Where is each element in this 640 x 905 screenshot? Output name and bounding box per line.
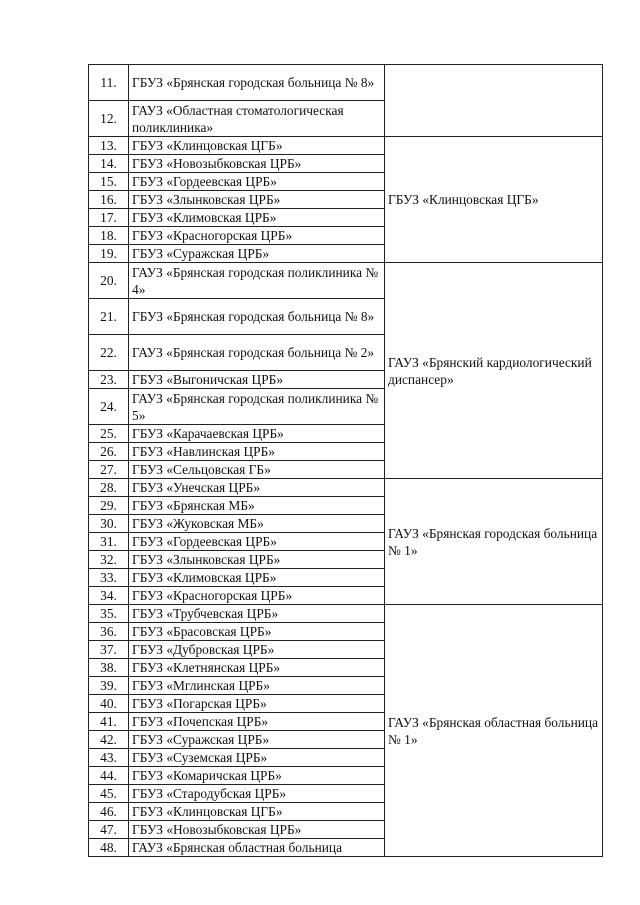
organization-name: ГБУЗ «Клетнянская ЦРБ» [129,659,385,677]
organization-name: ГБУЗ «Климовская ЦРБ» [129,569,385,587]
row-number: 40. [89,695,129,713]
organization-name: ГБУЗ «Брасовская ЦРБ» [129,623,385,641]
row-number: 19. [89,245,129,263]
row-number: 17. [89,209,129,227]
organization-name: ГБУЗ «Суражская ЦРБ» [129,245,385,263]
row-number: 48. [89,839,129,857]
organization-name: ГАУЗ «Брянская областная больница [129,839,385,857]
organization-name: ГБУЗ «Комаричская ЦРБ» [129,767,385,785]
organization-name: ГБУЗ «Выгоничская ЦРБ» [129,371,385,389]
organization-name: ГБУЗ «Брянская городская больница № 8» [129,65,385,101]
row-number: 12. [89,101,129,137]
row-number: 34. [89,587,129,605]
row-number: 39. [89,677,129,695]
referral-center: ГБУЗ «Клинцовская ЦГБ» [385,137,603,263]
row-number: 14. [89,155,129,173]
organization-name: ГБУЗ «Стародубская ЦРБ» [129,785,385,803]
row-number: 16. [89,191,129,209]
organization-name: ГБУЗ «Жуковская МБ» [129,515,385,533]
row-number: 43. [89,749,129,767]
row-number: 45. [89,785,129,803]
row-number: 46. [89,803,129,821]
organization-name: ГБУЗ «Унечская ЦРБ» [129,479,385,497]
row-number: 15. [89,173,129,191]
row-number: 20. [89,263,129,299]
row-number: 27. [89,461,129,479]
organization-name: ГБУЗ «Новозыбковская ЦРБ» [129,155,385,173]
row-number: 29. [89,497,129,515]
organization-name: ГБУЗ «Навлинская ЦРБ» [129,443,385,461]
organization-name: ГБУЗ «Брянская МБ» [129,497,385,515]
organization-name: ГБУЗ «Суражская ЦРБ» [129,731,385,749]
organization-name: ГАУЗ «Брянская городская поликлиника № 5» [129,389,385,425]
row-number: 11. [89,65,129,101]
organization-name: ГБУЗ «Гордеевская ЦРБ» [129,533,385,551]
organization-name: ГБУЗ «Климовская ЦРБ» [129,209,385,227]
row-number: 18. [89,227,129,245]
row-number: 36. [89,623,129,641]
row-number: 21. [89,299,129,335]
organization-name: ГБУЗ «Суземская ЦРБ» [129,749,385,767]
referral-center [385,65,603,137]
row-number: 23. [89,371,129,389]
row-number: 42. [89,731,129,749]
organization-name: ГБУЗ «Клинцовская ЦГБ» [129,803,385,821]
routing-table [88,64,603,857]
organization-name: ГБУЗ «Красногорская ЦРБ» [129,587,385,605]
row-number: 32. [89,551,129,569]
organization-name: ГБУЗ «Злынковская ЦРБ» [129,191,385,209]
organization-name: ГБУЗ «Дубровская ЦРБ» [129,641,385,659]
table-row [89,263,603,299]
row-number: 47. [89,821,129,839]
table-row [89,605,603,623]
row-number: 22. [89,335,129,371]
referral-center: ГАУЗ «Брянская городская больница № 1» [385,479,603,605]
organization-name: ГБУЗ «Мглинская ЦРБ» [129,677,385,695]
organization-name: ГБУЗ «Новозыбковская ЦРБ» [129,821,385,839]
organization-name: ГАУЗ «Областная стоматологическая поликлиника» [129,101,385,137]
organization-name: ГАУЗ «Брянская городская поликлиника № 4» [129,263,385,299]
row-number: 31. [89,533,129,551]
organization-name: ГБУЗ «Злынковская ЦРБ» [129,551,385,569]
referral-center: ГАУЗ «Брянская областная больница № 1» [385,605,603,857]
organization-name: ГБУЗ «Сельцовская ГБ» [129,461,385,479]
organization-name: ГБУЗ «Погарская ЦРБ» [129,695,385,713]
organization-name: ГБУЗ «Брянская городская больница № 8» [129,299,385,335]
organization-name: ГБУЗ «Клинцовская ЦГБ» [129,137,385,155]
row-number: 41. [89,713,129,731]
organization-name: ГБУЗ «Трубчевская ЦРБ» [129,605,385,623]
row-number: 35. [89,605,129,623]
organization-name: ГАУЗ «Брянская городская больница № 2» [129,335,385,371]
organization-name: ГБУЗ «Карачаевская ЦРБ» [129,425,385,443]
row-number: 33. [89,569,129,587]
row-number: 25. [89,425,129,443]
row-number: 37. [89,641,129,659]
organization-name: ГБУЗ «Красногорская ЦРБ» [129,227,385,245]
row-number: 44. [89,767,129,785]
table-row [89,479,603,497]
referral-center: ГАУЗ «Брянский кардиологический диспансер» [385,263,603,479]
row-number: 26. [89,443,129,461]
table-row [89,65,603,101]
row-number: 30. [89,515,129,533]
row-number: 38. [89,659,129,677]
row-number: 28. [89,479,129,497]
row-number: 24. [89,389,129,425]
organization-name: ГБУЗ «Гордеевская ЦРБ» [129,173,385,191]
organization-name: ГБУЗ «Почепская ЦРБ» [129,713,385,731]
table-row [89,137,603,155]
row-number: 13. [89,137,129,155]
